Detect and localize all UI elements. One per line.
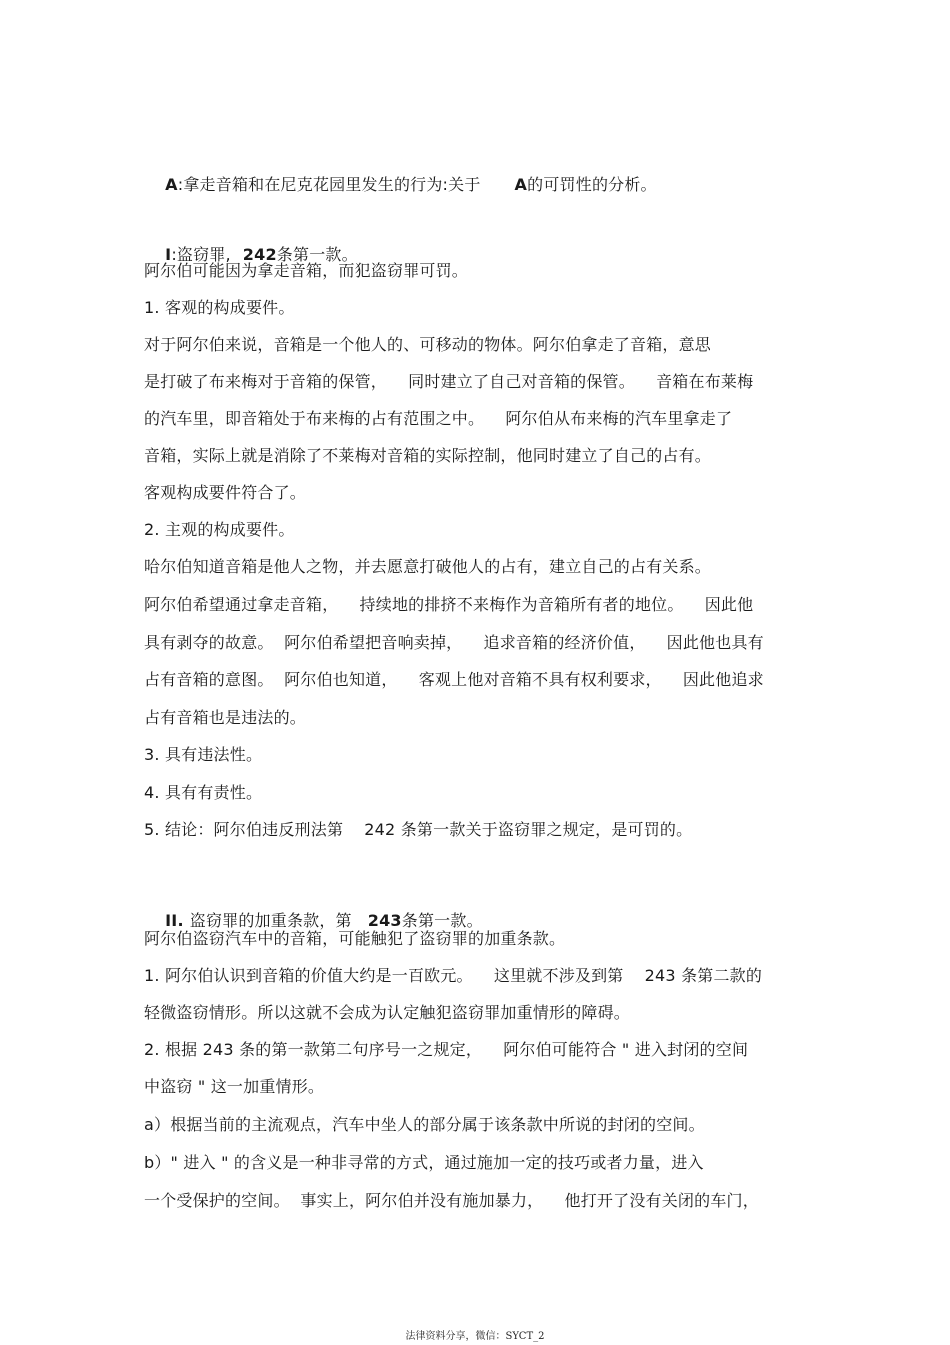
section-1-line: 3. 具有违法性。 bbox=[144, 745, 263, 764]
section-1-line: 阿尔伯希望通过拿走音箱， 持续地的排挤不来梅作为音箱所有者的地位。 因此他 bbox=[144, 595, 754, 614]
section-1-line: 阿尔伯可能因为拿走音箱，而犯盗窃罪可罚。 bbox=[144, 261, 469, 280]
section-1-line: 音箱，实际上就是消除了不莱梅对音箱的实际控制，他同时建立了自己的占有。 bbox=[144, 446, 712, 465]
section-1-line: 5. 结论：阿尔伯违反刑法第 242 条第一款关于盗窃罪之规定，是可罚的。 bbox=[144, 820, 693, 839]
section-2-line: 中盗窃 " 这一加重情形。 bbox=[144, 1077, 325, 1096]
section-2-line: 轻微盗窃情形。所以这就不会成为认定触犯盗窃罪加重情形的障碍。 bbox=[144, 1003, 631, 1022]
section-1-line: 4. 具有有责性。 bbox=[144, 783, 263, 802]
section-1-label: I bbox=[165, 245, 172, 264]
section-2-line: 1. 阿尔伯认识到音箱的价值大约是一百欧元。 这里就不涉及到第 243 条第二款的 bbox=[144, 966, 763, 985]
section-1-line: 对于阿尔伯来说，音箱是一个他人的、可移动的物体。阿尔伯拿走了音箱，意思 bbox=[144, 335, 712, 354]
section-1-number: 242 bbox=[242, 245, 277, 264]
section-2-title: 盗窃罪的加重条款，第 bbox=[189, 911, 352, 930]
heading-a-label-2: A bbox=[514, 175, 528, 194]
heading-a-text-2: 的可罚性的分析。 bbox=[527, 175, 657, 194]
section-2-line: 一个受保护的空间。 事实上，阿尔伯并没有施加暴力， 他打开了没有关闭的车门， bbox=[144, 1191, 759, 1210]
section-1-line: 是打破了布来梅对于音箱的保管， 同时建立了自己对音箱的保管。 音箱在布莱梅 bbox=[144, 372, 754, 391]
section-2-line: 2. 根据 243 条的第一款第二句序号一之规定， 阿尔伯可能符合 " 进入封闭的空间 bbox=[144, 1040, 749, 1059]
section-1-title-2: 条第一款。 bbox=[276, 245, 358, 264]
section-2-number: 243 bbox=[367, 911, 402, 930]
section-1-line: 2. 主观的构成要件。 bbox=[144, 520, 295, 539]
section-1-line: 的汽车里，即音箱处于布来梅的占有范围之中。 阿尔伯从布来梅的汽车里拿走了 bbox=[144, 409, 733, 428]
section-2-line: 阿尔伯盗窃汽车中的音箱，可能触犯了盗窃罪的加重条款。 bbox=[144, 929, 566, 948]
heading-a bbox=[144, 155, 657, 215]
section-2-title-2: 条第一款。 bbox=[401, 911, 483, 930]
section-1-line: 占有音箱的意图。 阿尔伯也知道， 客观上他对音箱不具有权利要求， 因此他追求 bbox=[144, 670, 764, 689]
section-1-line: 哈尔伯知道音箱是他人之物，并去愿意打破他人的占有，建立自己的占有关系。 bbox=[144, 557, 712, 576]
section-1-line: 具有剥夺的故意。 阿尔伯希望把音响卖掉， 追求音箱的经济价值， 因此他也具有 bbox=[144, 633, 764, 652]
heading-a-text: :拿走音箱和在尼克花园里发生的行为:关于 bbox=[177, 175, 481, 194]
section-1-line: 1. 客观的构成要件。 bbox=[144, 298, 295, 317]
page-footer: 法律资料分享，微信：SYCT_2 bbox=[405, 1331, 545, 1342]
heading-a-label: A bbox=[165, 175, 178, 194]
section-1-line: 占有音箱也是违法的。 bbox=[144, 708, 307, 727]
section-1-line: 客观构成要件符合了。 bbox=[144, 483, 307, 502]
section-2-label: II. bbox=[165, 911, 184, 930]
section-2-line: a）根据当前的主流观点，汽车中坐人的部分属于该条款中所说的封闭的空间。 bbox=[144, 1115, 705, 1134]
section-1-title: :盗窃罪, bbox=[171, 245, 231, 264]
section-2-line: b）" 进入 " 的含义是一种非寻常的方式，通过施加一定的技巧或者力量，进入 bbox=[144, 1153, 704, 1172]
